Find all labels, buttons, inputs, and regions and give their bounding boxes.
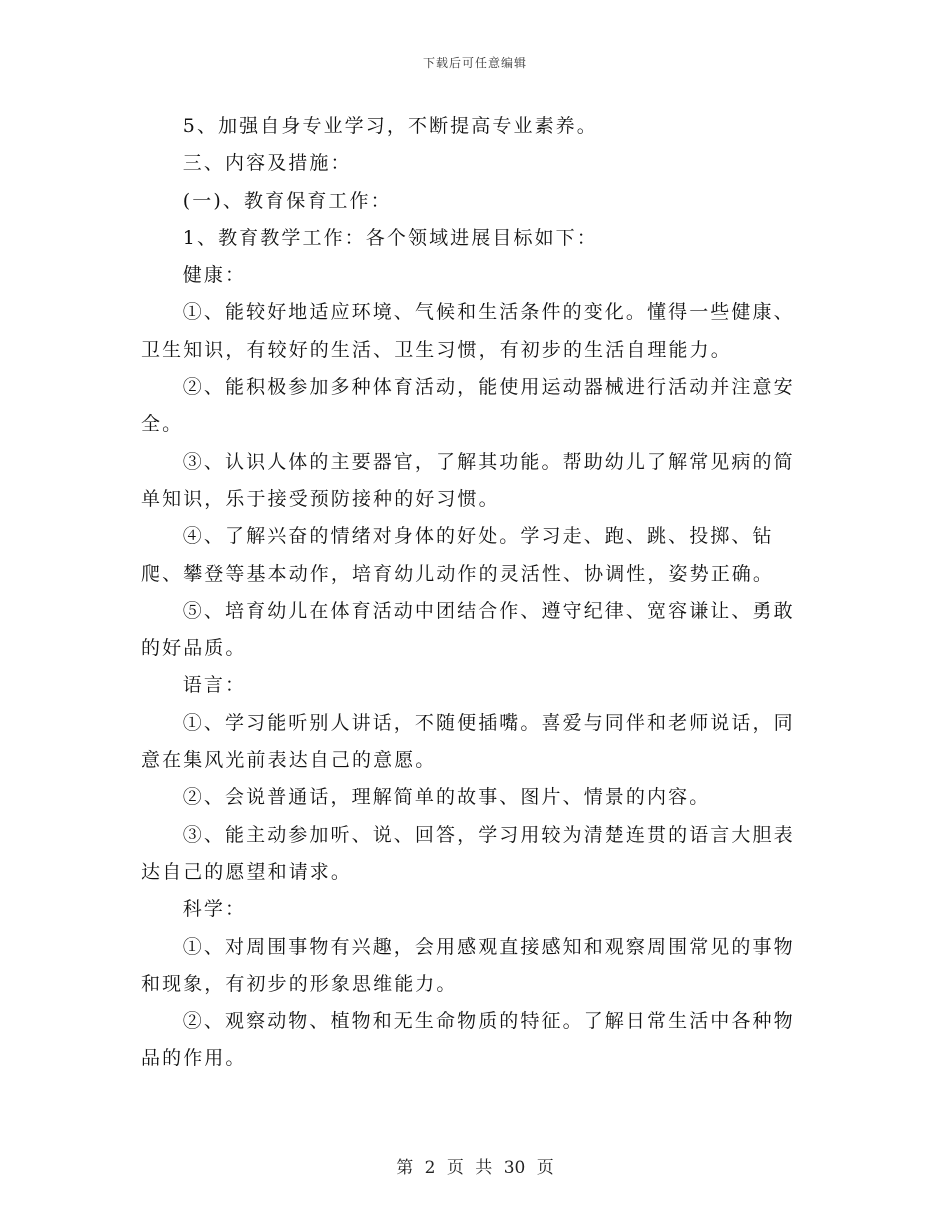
paragraph: ⑤、培育幼儿在体育活动中团结合作、遵守纪律、宽容谦让、勇敢的好品质。 (141, 599, 795, 660)
paragraph: ①、能较好地适应环境、气候和生活条件的变化。懂得一些健康、卫生知识，有较好的生活、卫生习惯，有初步的生活自理能力。 (141, 301, 795, 361)
document-body (141, 108, 809, 1078)
paragraph: ①、学习能听别人讲话，不随便插嘴。喜爱与同伴和老师说话，同意在集风光前表达自己的意愿。 (141, 711, 795, 772)
paragraph: ④、了解兴奋的情绪对身体的好处。学习走、跑、跳、投掷、钻爬、攀登等基本动作，培育幼儿动作的灵活性、协调性，姿势正确。 (141, 525, 775, 585)
paragraph: ①、对周围事物有兴趣，会用感观直接感知和观察周围常见的事物和现象，有初步的形象思维能力。 (141, 935, 795, 995)
paragraph: 1、教育教学工作：各个领域进展目标如下： (182, 226, 598, 249)
section-heading-health: 健康： (182, 264, 247, 287)
paragraph: ②、观察动物、植物和无生命物质的特征。了解日常生活中各种物品的作用。 (141, 1010, 795, 1070)
page-footer: 第 2 页 共 30 页 (396, 1158, 554, 1178)
paragraph: ②、能积极参加多种体育活动，能使用运动器械进行活动并注意安全。 (141, 376, 795, 436)
section-heading-science: 科学： (182, 898, 247, 921)
paragraph: 三、内容及措施： (182, 152, 352, 175)
paragraph: ③、认识人体的主要器官，了解其功能。帮助幼儿了解常见病的简单知识，乐于接受预防接种的好习惯。 (141, 450, 795, 510)
paragraph: (一)、教育保育工作： (182, 189, 392, 212)
paragraph: ③、能主动参加听、说、回答，学习用较为清楚连贯的语言大胆表达自己的愿望和请求。 (141, 823, 795, 883)
paragraph: ②、会说普通话，理解简单的故事、图片、情景的内容。 (182, 786, 711, 809)
page-header: 下载后可任意编辑 (422, 56, 527, 70)
paragraph: 5、加强自身专业学习，不断提高专业素养。 (182, 115, 598, 137)
section-heading-language: 语言： (182, 674, 247, 697)
